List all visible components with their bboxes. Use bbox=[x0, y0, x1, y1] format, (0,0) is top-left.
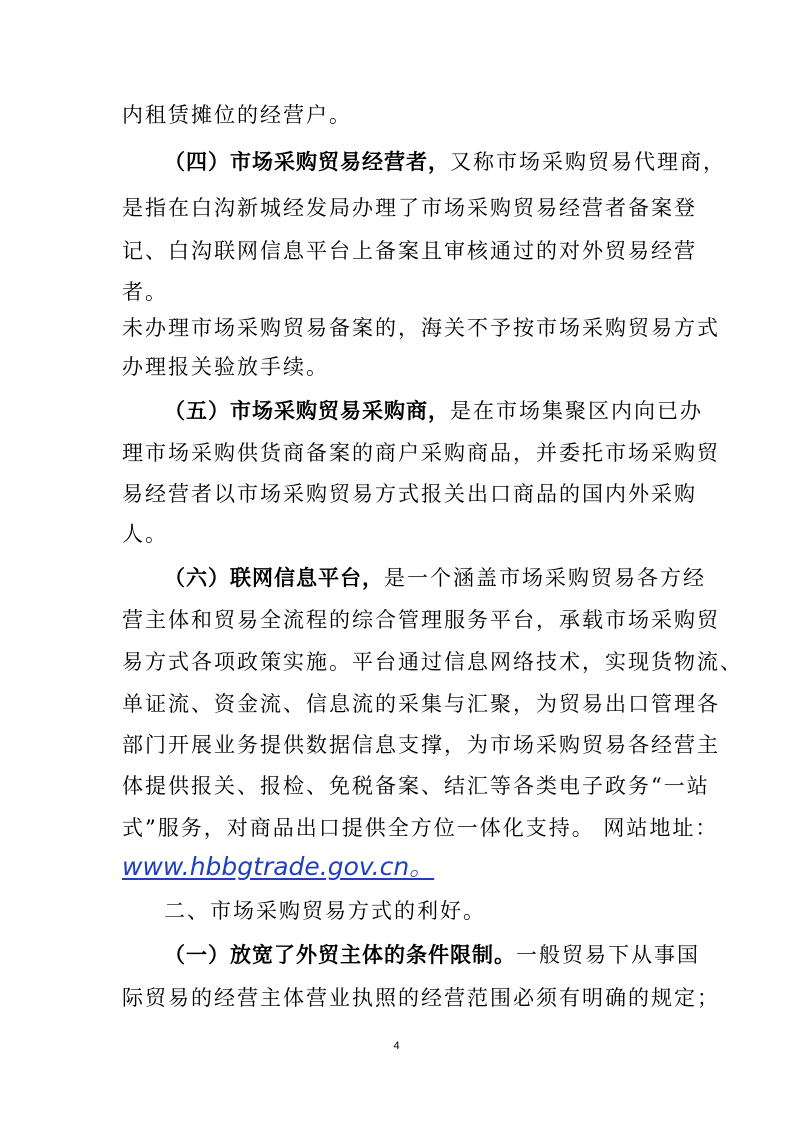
paragraph-heading: （一）放宽了外贸主体的条件限制。 bbox=[164, 942, 516, 967]
paragraph-line: 部门开展业务提供数据信息支撑，为市场采购贸易各经营主 bbox=[122, 733, 720, 757]
paragraph-line: 式”服务，对商品出口提供全方位一体化支持。 网站地址： bbox=[122, 816, 719, 840]
paragraph-line: 际贸易的经营主体营业执照的经营范围必须有明确的规定； bbox=[122, 986, 720, 1010]
website-link[interactable]: www.hbbgtrade.gov.cn。 bbox=[122, 852, 435, 881]
paragraph-heading: （四）市场采购贸易经营者， bbox=[164, 149, 450, 174]
paragraph-line: （六）联网信息平台，是一个涵盖市场采购贸易各方经 bbox=[164, 565, 706, 590]
paragraph-line: 易经营者以市场采购贸易方式报关出口商品的国内外采购 bbox=[122, 482, 697, 506]
paragraph-line: （五）市场采购贸易采购商，是在市场集聚区内向已办 bbox=[164, 398, 703, 423]
paragraph-heading: （六）联网信息平台， bbox=[164, 565, 384, 590]
paragraph-line: 单证流、资金流、信息流的采集与汇聚，为贸易出口管理各 bbox=[122, 692, 720, 716]
paragraph-line: 记、白沟联网信息平台上备案且审核通过的对外贸易经营 bbox=[122, 239, 697, 263]
paragraph-line: 易方式各项政策实施。平台通过信息网络技术，实现货物流、 bbox=[122, 650, 743, 674]
paragraph-line: 办理报关验放手续。 bbox=[122, 355, 329, 379]
page-number: 4 bbox=[393, 1040, 400, 1052]
paragraph-line: 人。 bbox=[122, 522, 168, 546]
paragraph-line: 理市场采购供货商备案的商户采购商品，并委托市场采购贸 bbox=[122, 441, 720, 465]
paragraph-line: 体提供报关、报检、免税备案、结汇等各类电子政务“一站 bbox=[122, 774, 710, 798]
paragraph-line: 营主体和贸易全流程的综合管理服务平台，承载市场采购贸 bbox=[122, 608, 720, 632]
paragraph-line: 内租赁摊位的经营户。 bbox=[122, 103, 352, 127]
paragraph-line: （四）市场采购贸易经营者，又称市场采购贸易代理商， bbox=[164, 149, 726, 174]
paragraph-line: 者。 bbox=[122, 280, 168, 304]
paragraph-heading: （五）市场采购贸易采购商， bbox=[164, 398, 450, 423]
paragraph-line: 是指在白沟新城经发局办理了市场采购贸易经营者备案登 bbox=[122, 196, 697, 220]
section-heading: 二、市场采购贸易方式的利好。 bbox=[164, 899, 486, 923]
paragraph-line: （一）放宽了外贸主体的条件限制。一般贸易下从事国 bbox=[164, 942, 700, 967]
paragraph-line: 未办理市场采购贸易备案的，海关不予按市场采购贸易方式 bbox=[122, 316, 720, 340]
